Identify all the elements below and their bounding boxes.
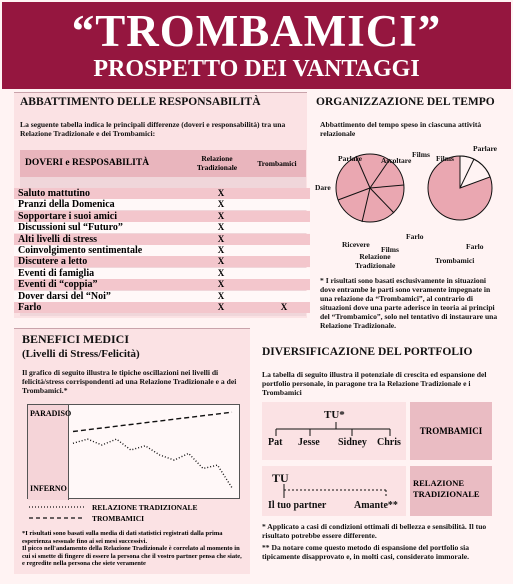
table-row [14,188,314,199]
table-row [14,199,314,210]
table-row-label: Alti livelli di stress [18,233,97,245]
tree1-leaf: Pat [268,437,283,448]
table-cell-trombamici [254,211,314,222]
table-row-label: Discutere a letto [18,256,88,268]
table-header-label: DOVERI e RESPOSABILITÀ [25,158,150,168]
inferno-label: INFERNO [30,484,67,493]
table-cell-traditional: X [217,233,225,244]
tree2-right: Amante** [354,500,398,511]
stress-chart-plot [70,405,240,498]
title-banner [2,2,511,89]
medical-note-1: *I risultati sono basati sulla media di dati statistici registrati dalla prima esperienza sessuale fino ai sei mesi successivi. [22,530,223,545]
table-row [14,256,314,267]
table-cell-traditional: X [217,188,225,198]
pie-caption-trombamici: Trombamici [435,256,475,265]
table-cell-trombamici [254,234,314,245]
tree1-leaf: Chris [377,437,401,448]
table-cell-trombamici [254,291,314,302]
pie-caption-traditional: Relazione Tradizionale [355,252,396,270]
table-row-label: Discussioni sul “Futuro” [18,222,123,234]
table-cell-trombamici [254,199,314,210]
series-traditional-line [73,439,232,488]
tree1-label: TROMBAMICI [419,426,483,436]
legend-lines [27,503,87,521]
pie-label: Films [381,245,399,254]
pie-label: Films [412,150,430,159]
table-row [14,302,314,313]
table-cell-traditional: X [217,222,225,233]
time-heading: ORGANIZZAZIONE DEL TEMPO [316,96,495,108]
table-cell-trombamici: X [280,302,288,312]
pie-label: Farlo [406,232,424,241]
legend-traditional: RELAZIONE TRADIZIONALE [92,503,198,512]
tree1-leaf: Jesse [298,437,320,448]
table-header [20,150,306,177]
tree2-root: TU [272,471,289,485]
table-cell-trombamici [254,279,314,290]
table-row-label: Farlo [18,302,42,313]
medical-subheading: (Livelli di Stress/Felicità) [22,348,140,360]
table-row [14,245,314,256]
portfolio-intro: La tabella di seguito illustra il potenziale di crescita ed espansione del portfolio personale, in paragone tra la Relazione Tradizionale e i Trombamici [262,370,487,397]
tree1-root: TU* [324,409,345,421]
table-row [14,279,314,290]
table-row-label: Dover darsi del “Noi” [18,290,111,302]
table-cell-trombamici [254,222,314,233]
table-cell-traditional: X [217,279,225,290]
table-cell-traditional: X [217,290,225,301]
time-intro: Abbattimento del tempo speso in ciascuna attività relazionale [320,120,482,138]
table-row-label: Eventi di “coppia” [18,279,98,291]
stress-chart [27,404,240,499]
table-row-label: Coinvolgimento sentimentale [18,245,143,256]
pie-label: Farlo [466,242,484,251]
time-note: * I risultati sono basati esclusivamente in situazioni dove entrambe le parti sono veramente impegnate in una relazione da “Trombamici”, al contrario di situazioni dove una parte aderisce in teoria ai principi del “Trombamico”, solo nel tentativo di instaurare una Relazione Tradizionale. [320,276,498,330]
tree2-label: RELAZIONE TRADIZIONALE [413,478,480,499]
table-cell-traditional: X [217,245,225,255]
table-cell-trombamici [254,188,314,199]
paradise-label: PARADISO [30,409,72,418]
medical-note-2: Il picco nell'andamento della Relazione Tradizionale è correlato al momento in cui si smette di fingere di essere la persona che il vostro partner pensa che siate, e regredite nella persona che siete veramente [22,545,242,567]
pie-label: Ricevere [342,240,370,249]
table-row-label: Pranzi della Domenica [18,199,115,211]
pie-label: Parlare [473,144,498,153]
poster-subtitle: PROSPETTO DEI VANTAGGI [93,56,420,82]
table-col-trombamici: Trombamici [257,159,297,168]
legend-trombamici: TROMBAMICI [92,514,145,523]
responsibility-table [20,150,306,316]
pie-label: Ascoltare [381,156,412,165]
table-row [14,211,314,222]
pie-label: Parlare [338,154,363,163]
portfolio-heading: DIVERSIFICAZIONE DEL PORTFOLIO [262,346,473,358]
table-row [14,222,314,233]
pie-label: Dare [315,183,331,192]
pie-label: Films [436,154,454,163]
responsibility-intro: La seguente tabella indica le principali differenze (doveri e responsabilità) tra una Relazione Tradizionale e dei Trombamici: [20,120,286,138]
table-cell-trombamici [254,268,314,279]
responsibility-heading: ABBATTIMENTO DELLE RESPONSABILITÀ [20,96,261,108]
series-trombamici-line [73,412,232,431]
table-row [14,291,314,302]
tree1-leaf: Sidney [338,437,367,448]
portfolio-note-2: ** Da notare come questo metodo di espansione del portfolio sia tipicamente disapprovato e, in molti casi, considerato immorale. [262,543,469,561]
table-body [14,188,314,318]
table-cell-traditional: X [217,210,225,221]
medical-intro: Il grafico di seguito illustra le tipiche oscillazioni nei livelli di felicità/stress corrispondenti ad una Relazione Tradizionale e a dei Trombamici.* [22,368,237,395]
portfolio-note-1: * Applicato a casi di condizioni ottimali di bellezza e sensibilità. Il tuo risultato potrebbe essere differente. [262,522,487,540]
tree2-left: Il tuo partner [268,500,327,511]
table-cell-traditional: X [217,199,225,210]
table-cell-traditional: X [217,267,225,278]
pie-trombamici [428,156,492,220]
poster-title: “TROMBAMICI” [71,6,442,56]
table-row [14,268,314,279]
table-row-label: Eventi di famiglia [18,267,95,279]
table-cell-trombamici [254,245,314,256]
table-row-label: Saluto mattutino [18,188,90,199]
table-row-label: Sopportare i suoi amici [18,210,117,222]
table-row [14,234,314,245]
table-cell-traditional: X [217,256,225,267]
medical-heading: BENEFICI MEDICI [22,332,130,346]
table-cell-trombamici [254,256,314,267]
table-cell-traditional: X [217,302,225,312]
medical-note [22,530,244,568]
table-col-traditional: Relazione Tradizionale [196,154,238,172]
